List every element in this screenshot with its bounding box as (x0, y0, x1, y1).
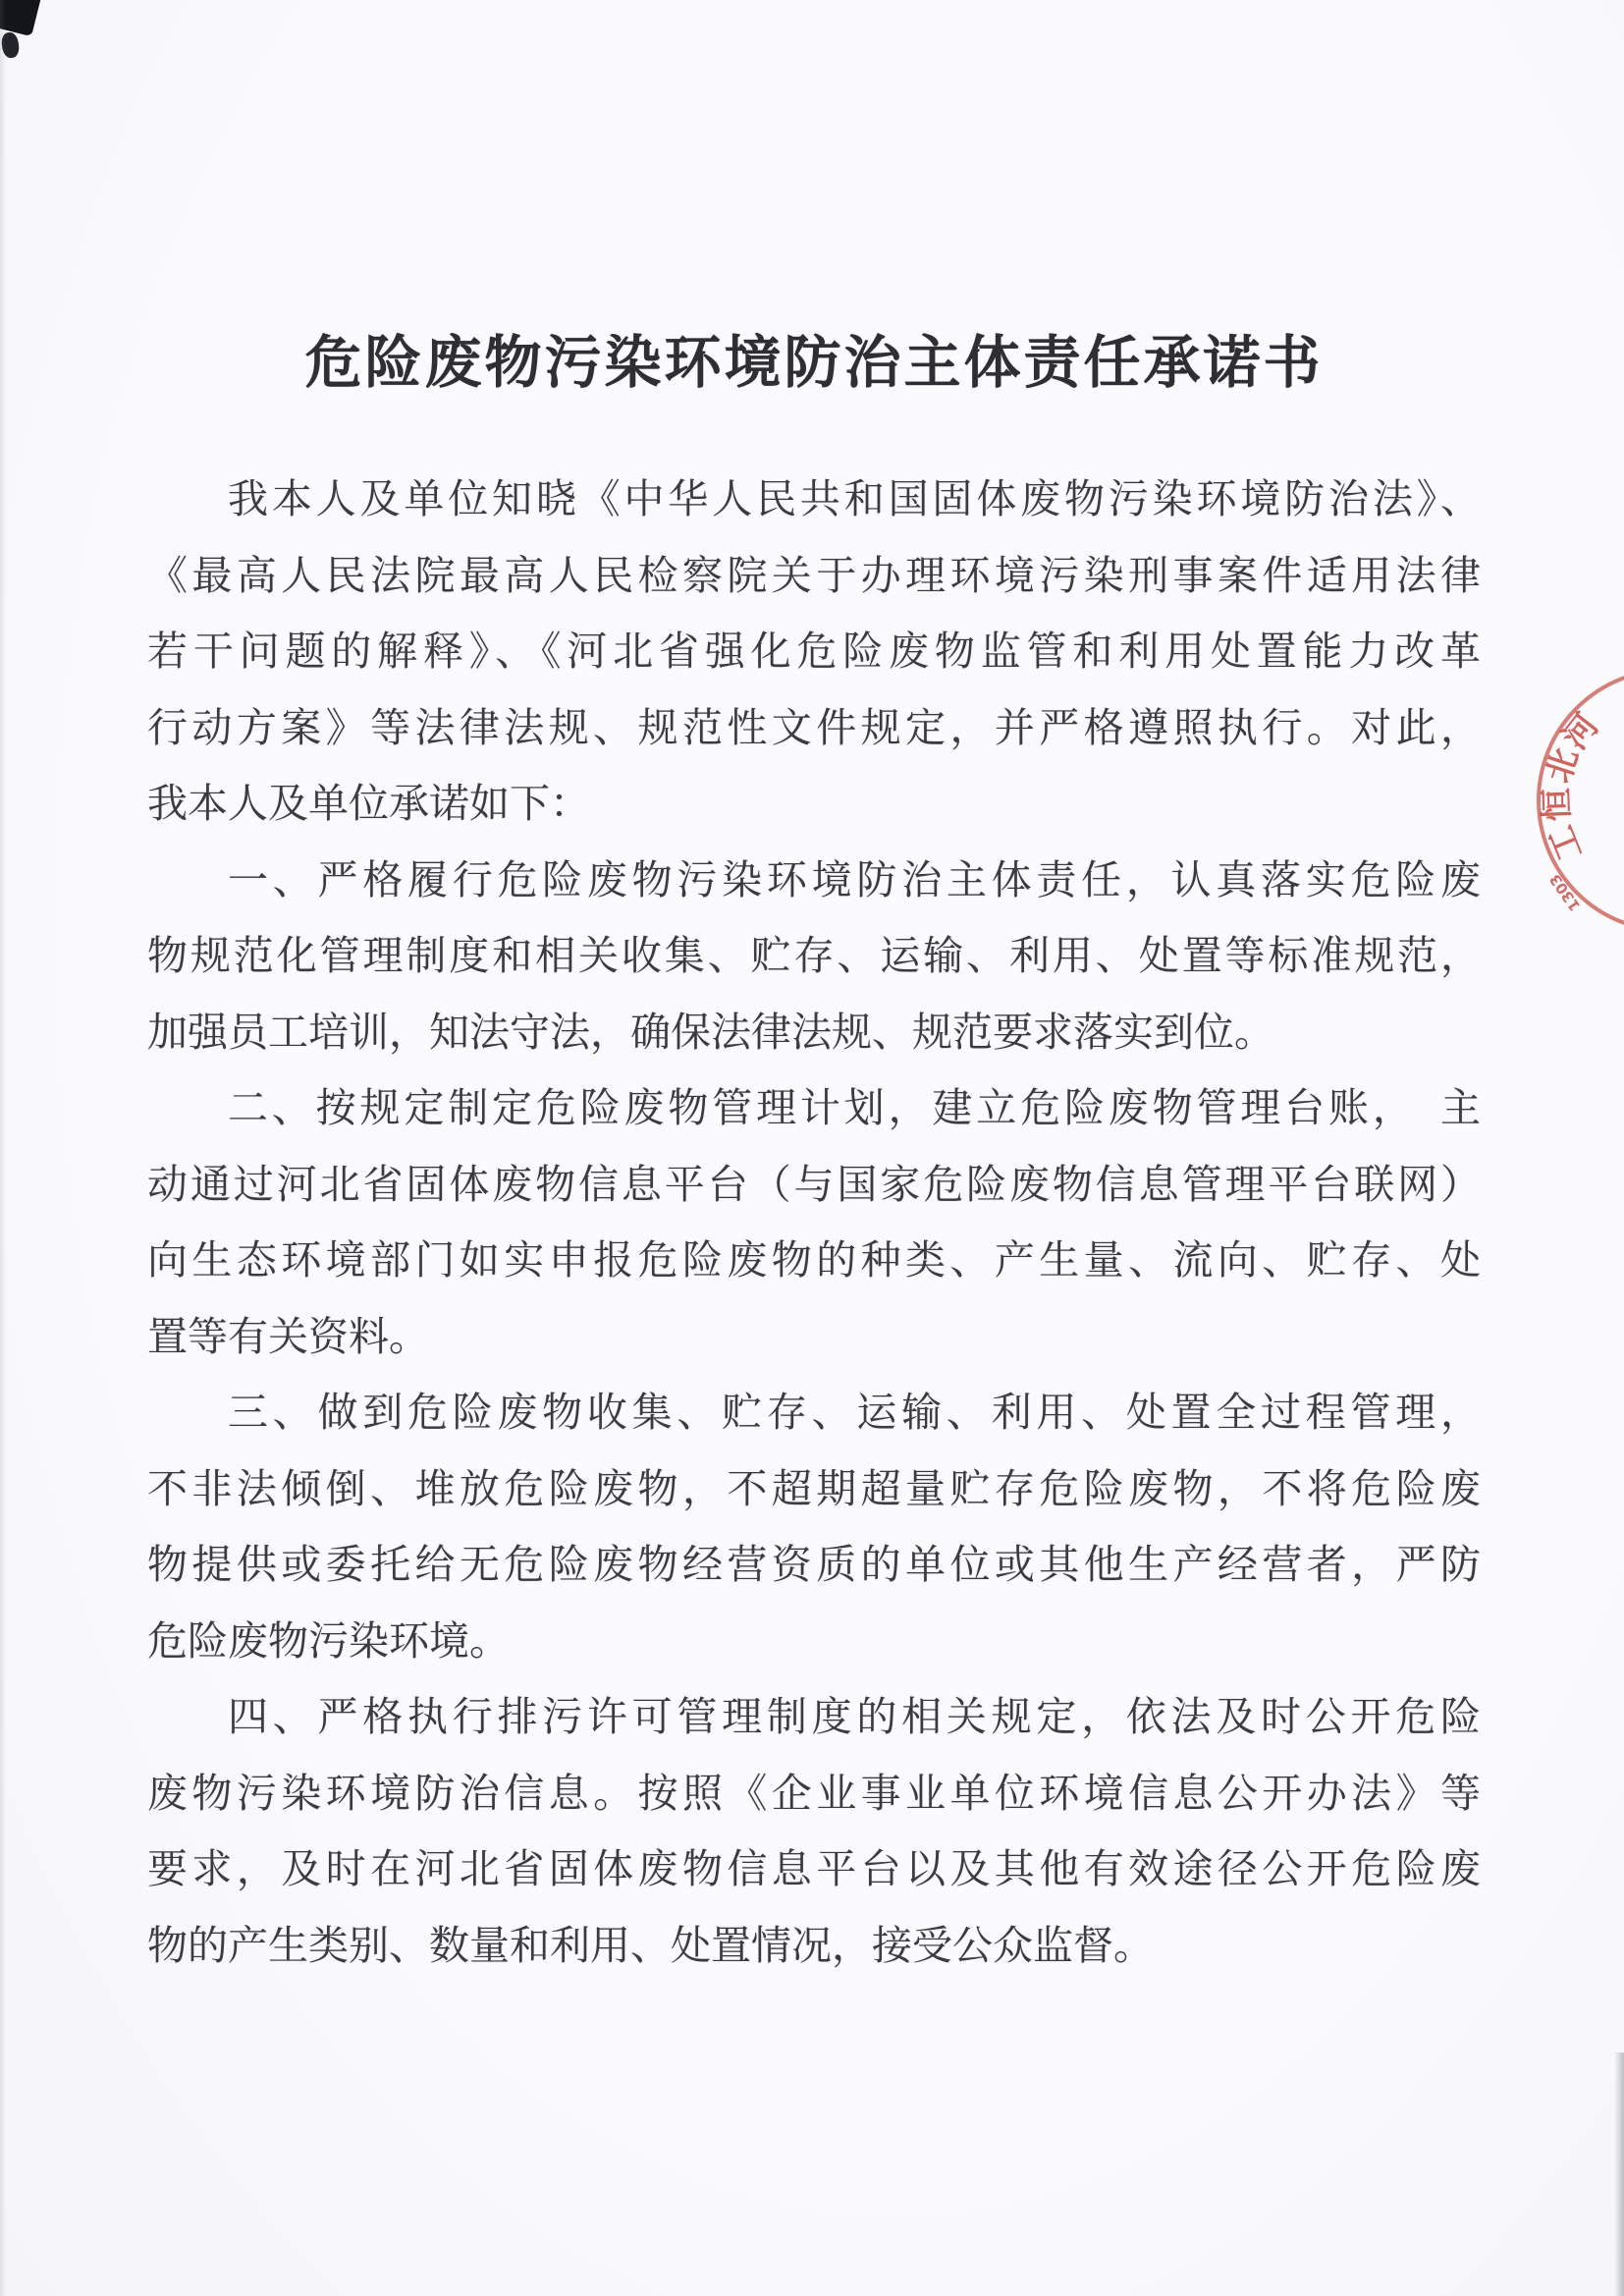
text-line: 行动方案》等法律法规、规范性文件规定，并严格遵照执行。对此， (147, 704, 1481, 750)
seal-char: 恒 (1537, 787, 1578, 823)
text-line: 要求，及时在河北省固体废物信息平台以及其他有效途径公开危险废 (147, 1846, 1481, 1891)
seal-char: 北 (1539, 743, 1587, 788)
text-line: 危险废物污染环境。 (147, 1617, 510, 1664)
text-line: 一、严格履行危险废物污染环境防治主体责任，认真落实危险废 (228, 856, 1481, 902)
text-line: 三、做到危险废物收集、贮存、运输、利用、处置全过程管理， (228, 1390, 1481, 1435)
text-line: 我本人及单位承诺如下： (147, 781, 590, 826)
text-line: 若干问题的解释》、《河北省强化危险废物监管和利用处置能力改革 (147, 629, 1481, 674)
text-line: 不非法倾倒、堆放危险废物，不超期超量贮存危险废物，不将危险废 (147, 1465, 1481, 1511)
paragraph (147, 462, 1481, 843)
text-line: 向生态环境部门如实申报危险废物的种类、产生量、流向、贮存、处 (147, 1237, 1481, 1283)
text-line: 置等有关资料。 (147, 1313, 429, 1359)
text-line: 二、按规定制定危险废物管理计划，建立危险废物管理台账， 主 (228, 1085, 1481, 1130)
text-line: 物规范化管理制度和相关收集、贮存、运输、利用、处置等标准规范， (147, 933, 1481, 978)
scan-artifact-corner (0, 0, 42, 36)
text-line: 加强员工培训，知法守法，确保法律法规、规范要求落实到位。 (147, 1009, 1274, 1055)
page-title: 危险废物污染环境防治主体责任承诺书 (304, 328, 1324, 396)
text-line: 物提供或委托给无危险废物经营资质的单位或其他生产经营者，严防 (147, 1542, 1481, 1587)
text-line: 《最高人民法院最高人民检察院关于办理环境污染刑事案件适用法律 (147, 552, 1481, 598)
text-line: 四、严格执行排污许可管理制度的相关规定，依法及时公开危险 (228, 1694, 1481, 1739)
document-body (147, 462, 1481, 1984)
seal-char: 工 (1541, 819, 1591, 866)
paragraph (147, 1375, 1481, 1679)
scan-edge-shadow (0, 0, 6, 2296)
text-line: 动通过河北省固体废物信息平台（与国家危险废物信息管理平台联网） (147, 1161, 1481, 1207)
text-line: 物的产生类别、数量和利用、处置情况，接受公众监督。 (147, 1922, 1154, 1968)
paragraph (147, 1070, 1481, 1375)
text-line: 废物污染环境防治信息。按照《企业事业单位环境信息公开办法》等 (147, 1770, 1481, 1816)
seal-char: 河 (1555, 706, 1607, 757)
red-seal-stamp (1512, 648, 1624, 953)
paragraph (147, 843, 1481, 1071)
seal-code: 1303 (1545, 870, 1585, 915)
seal-ring (1539, 670, 1624, 931)
scan-edge-shadow (1614, 2052, 1624, 2296)
text-line: 我本人及单位知晓《中华人民共和国固体废物污染环境防治法》、 (228, 476, 1481, 521)
paragraph (147, 1679, 1481, 1984)
